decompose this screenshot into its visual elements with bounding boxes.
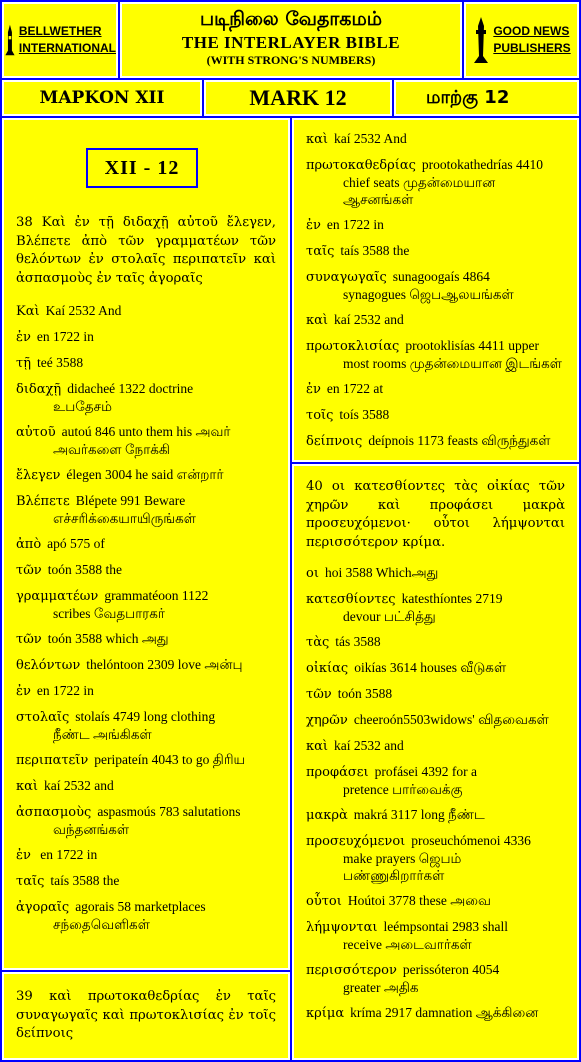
verse-40-entry bbox=[306, 892, 565, 910]
verse-38-entry bbox=[16, 751, 276, 769]
verse-39-entry bbox=[306, 406, 565, 424]
verse-40-entry bbox=[306, 961, 565, 996]
verse-39-entry bbox=[306, 242, 565, 260]
greek-word: πρωτοκαθεδρίας bbox=[306, 158, 416, 173]
transliteration-strongs-gloss: toón 3588 which அது bbox=[47, 631, 169, 647]
verse-40-entry bbox=[306, 711, 565, 729]
greek-word: τῶν bbox=[16, 632, 42, 648]
publisher-logo-right bbox=[464, 2, 579, 78]
transliteration-strongs-gloss: perissóteron 4054 bbox=[402, 962, 500, 978]
greek-word: μακρὰ bbox=[306, 808, 348, 824]
transliteration-strongs-gloss: agorais 58 marketplaces bbox=[75, 899, 206, 915]
transliteration-strongs-gloss: prootoklisías 4411 upper bbox=[405, 338, 540, 353]
gloss-continuation: எச்சரிக்கையாயிருங்கள் bbox=[53, 511, 196, 527]
verse-39-panel bbox=[292, 118, 579, 462]
verse-38-entry bbox=[16, 535, 276, 553]
gloss-continuation: most rooms முதன்மையான இடங்கள் bbox=[343, 356, 562, 371]
title-english: THE INTERLAYER BIBLE bbox=[181, 33, 401, 52]
transliteration-strongs-gloss: autoú 846 unto them his அவர் bbox=[61, 424, 231, 440]
transliteration-strongs-gloss: élegen 3004 he said என்றார் bbox=[66, 467, 224, 483]
verse-40-entry bbox=[306, 659, 565, 677]
verse-39-entry bbox=[306, 432, 565, 450]
gloss-continuation: சந்தைவெளிகள் bbox=[53, 917, 150, 933]
greek-word: περιπατεῖν bbox=[16, 753, 89, 769]
greek-word: οἰκίας bbox=[306, 661, 349, 677]
publisher-logo-left bbox=[2, 2, 118, 78]
verse-38-entry bbox=[16, 492, 276, 527]
gloss-continuation: அவர்களை நோக்கி bbox=[53, 442, 170, 458]
gloss-continuation: வந்தனங்கள் bbox=[53, 822, 130, 838]
verse-40-entry bbox=[306, 685, 565, 703]
gloss-continuation: pretence பார்வைக்கு bbox=[343, 782, 463, 798]
greek-word: κατεσθίοντες bbox=[306, 592, 396, 608]
verse-38-entry bbox=[16, 561, 276, 579]
verse-40-entries bbox=[306, 564, 565, 1022]
verse-38-entries bbox=[16, 302, 276, 933]
greek-word: διδαχῇ bbox=[16, 382, 62, 398]
greek-word: ἐν bbox=[306, 218, 321, 233]
verse-38-entry bbox=[16, 302, 276, 320]
transliteration-strongs-gloss: hoi 3588 Whichஅது bbox=[324, 565, 439, 581]
verse-40-entry bbox=[306, 832, 565, 884]
greek-word: ἀπὸ bbox=[16, 537, 42, 553]
transliteration-strongs-gloss: Hoútoi 3778 these அவை bbox=[347, 893, 491, 909]
publisher-name-left: BELLWETHER INTERNATIONAL bbox=[18, 24, 116, 55]
verse-38-panel bbox=[2, 118, 290, 970]
transliteration-strongs-gloss: profásei 4392 for a bbox=[374, 764, 477, 780]
greek-word: καὶ bbox=[306, 132, 329, 147]
greek-word: ἀγοραῖς bbox=[16, 900, 70, 916]
greek-word: ἀσπασμοὺς bbox=[16, 805, 92, 821]
transliteration-strongs-gloss: toón 3588 the bbox=[47, 562, 122, 578]
transliteration-strongs-gloss: oikías 3614 houses வீடுகள் bbox=[354, 660, 507, 676]
transliteration-strongs-gloss: en 1722 in bbox=[36, 683, 94, 699]
greek-word: αὐτοῦ bbox=[16, 425, 56, 441]
verse-40-greek: 40 οι κατεσθίοντες τὰς οἰκίας τῶν χηρῶν καὶ προφάσει μακρὰ προσευχόμενοι· οὗτοι λήμψονται περισσότερον κρίμα. bbox=[306, 479, 565, 550]
transliteration-strongs-gloss: deípnois 1173 feasts விருந்துகள் bbox=[368, 433, 551, 448]
greek-word: δείπνοις bbox=[306, 434, 363, 449]
greek-word: Βλέπετε bbox=[16, 494, 70, 510]
verse-39-entry bbox=[306, 311, 565, 329]
gloss-continuation: நீண்ட அங்கிகள் bbox=[53, 727, 152, 743]
verse-39-entry bbox=[306, 268, 565, 303]
greek-word: γραμματέων bbox=[16, 589, 99, 605]
greek-word: προσευχόμενοι bbox=[306, 834, 406, 850]
book-stand-icon bbox=[472, 16, 490, 64]
transliteration-strongs-gloss: toís 3588 bbox=[339, 407, 390, 422]
gloss-continuation: receive அடைவார்கள் bbox=[343, 937, 472, 953]
verse-40-entry bbox=[306, 763, 565, 798]
greek-word: πρωτοκλισίας bbox=[306, 339, 400, 354]
greek-word: στολαῖς bbox=[16, 710, 70, 726]
transliteration-strongs-gloss: teé 3588 bbox=[36, 355, 84, 371]
verse-40-entry bbox=[306, 564, 565, 582]
transliteration-strongs-gloss: makrá 3117 long நீண்ட bbox=[353, 807, 485, 823]
greek-word: οι bbox=[306, 566, 319, 582]
verse-39-greek: 39 καὶ πρωτοκαθεδρίας ἐν ταῖς συναγωγαῖς καὶ πρωτοκλισίας ἐν τοῖς δείπνοις bbox=[16, 989, 276, 1042]
greek-word: ταῖς bbox=[16, 874, 45, 890]
gloss-continuation: synagogues ஜெபஆலயங்கள் bbox=[343, 287, 514, 302]
gloss-continuation: chief seats முதன்மையான ஆசனங்கள் bbox=[343, 175, 496, 207]
book-title-english: MARK 12 bbox=[204, 80, 392, 116]
verse-40-entry bbox=[306, 1004, 565, 1022]
gloss-continuation: make prayers ஜெபம் பண்ணுகிறார்கள் bbox=[343, 851, 462, 884]
transliteration-strongs-gloss: en 1722 in bbox=[36, 329, 94, 345]
transliteration-strongs-gloss: didacheé 1322 doctrine bbox=[67, 381, 194, 397]
transliteration-strongs-gloss: tás 3588 bbox=[335, 634, 381, 650]
verse-38-entry bbox=[16, 872, 276, 890]
gloss-continuation: greater அதிக bbox=[343, 980, 419, 996]
verse-38-greek: 38 Καὶ ἐν τῇ διδαχῇ αὐτοῦ ἔλεγεν, Βλέπετε ἀπὸ τῶν γραμματέων τῶν θελόντων ἐν στολαῖς περιπατεῖν καὶ ἀσπασμοὺς ἐν ταῖς ἀγοραῖς bbox=[16, 215, 276, 286]
subtitle: (WITH STRONG'S NUMBERS) bbox=[206, 53, 376, 67]
verse-39-entry bbox=[306, 337, 565, 372]
gloss-continuation: devour பட்சித்து bbox=[343, 609, 436, 625]
verse-38-entry bbox=[16, 898, 276, 933]
verse-38-entry bbox=[16, 846, 276, 864]
gloss-continuation: scribes வேதபாரகர் bbox=[53, 606, 165, 622]
greek-word: καὶ bbox=[306, 313, 329, 328]
verse-38-entry bbox=[16, 630, 276, 648]
greek-word: τὰς bbox=[306, 635, 330, 651]
transliteration-strongs-gloss: grammatéoon 1122 bbox=[104, 588, 209, 604]
verse-38-entry bbox=[16, 656, 276, 674]
verse-40-entry bbox=[306, 590, 565, 625]
greek-word: ἐν bbox=[16, 684, 31, 700]
transliteration-strongs-gloss: aspasmoús 783 salutations bbox=[97, 804, 241, 820]
greek-word: ἔλεγεν bbox=[16, 468, 61, 484]
verse-39-entries bbox=[306, 130, 565, 450]
transliteration-strongs-gloss: prootokathedrías 4410 bbox=[421, 157, 544, 172]
verse-38-entry bbox=[16, 328, 276, 346]
greek-word: οὗτοι bbox=[306, 894, 342, 910]
greek-word: προφάσει bbox=[306, 765, 369, 781]
transliteration-strongs-gloss: katesthíontes 2719 bbox=[401, 591, 503, 607]
greek-word: ταῖς bbox=[306, 244, 335, 259]
gloss-continuation: உபதேசம் bbox=[53, 399, 113, 415]
transliteration-strongs-gloss: peripateín 4043 to go திரிய bbox=[94, 752, 246, 768]
verse-39-entry bbox=[306, 156, 565, 208]
verse-39-head-panel bbox=[2, 972, 290, 1060]
greek-word: λήμψονται bbox=[306, 920, 378, 936]
title-block bbox=[120, 2, 462, 78]
book-title-tamil: மாற்கு 12 bbox=[394, 80, 579, 116]
transliteration-strongs-gloss: en 1722 in bbox=[326, 217, 384, 232]
transliteration-strongs-gloss: en 1722 at bbox=[326, 381, 384, 396]
verse-40-entry bbox=[306, 737, 565, 755]
transliteration-strongs-gloss: stolaís 4749 long clothing bbox=[75, 709, 216, 725]
verse-38-entry bbox=[16, 587, 276, 622]
greek-word: τῇ bbox=[16, 356, 31, 372]
greek-word: ἐν bbox=[16, 330, 31, 346]
transliteration-strongs-gloss: apó 575 of bbox=[47, 536, 105, 552]
transliteration-strongs-gloss: toón 3588 bbox=[337, 686, 393, 702]
greek-word: ἐν bbox=[306, 382, 321, 397]
greek-word: τῶν bbox=[306, 687, 332, 703]
verse-39-entry bbox=[306, 130, 565, 148]
transliteration-strongs-gloss: thelóntoon 2309 love அன்பு bbox=[86, 657, 243, 673]
verse-39-entry bbox=[306, 380, 565, 398]
verse-40-entry bbox=[306, 633, 565, 651]
transliteration-strongs-gloss: proseuchómenoi 4336 bbox=[411, 833, 531, 849]
verse-38-entry bbox=[16, 777, 276, 795]
book-title-greek: ΜΑΡΚΟΝ XII bbox=[2, 80, 202, 116]
verse-38-entry bbox=[16, 682, 276, 700]
verse-38-entry bbox=[16, 708, 276, 743]
transliteration-strongs-gloss: taís 3588 the bbox=[50, 873, 120, 889]
chapter-label: XII - 12 bbox=[86, 148, 198, 188]
verse-38-entry bbox=[16, 354, 276, 372]
transliteration-strongs-gloss: kaí 2532 and bbox=[334, 312, 404, 327]
greek-word: χηρῶν bbox=[306, 713, 348, 729]
greek-word: κρίμα bbox=[306, 1006, 345, 1022]
verse-40-entry bbox=[306, 806, 565, 824]
title-tamil: படிநிலை வேதாகமம் bbox=[199, 8, 383, 30]
transliteration-strongs-gloss: kaí 2532 and bbox=[44, 778, 114, 794]
greek-word: ἐν bbox=[16, 848, 31, 864]
greek-word: καὶ bbox=[16, 779, 39, 795]
transliteration-strongs-gloss: Kaí 2532 And bbox=[45, 303, 122, 319]
verse-38-entry bbox=[16, 380, 276, 415]
verse-40-panel bbox=[292, 464, 579, 1060]
transliteration-strongs-gloss: sunagoogaís 4864 bbox=[392, 269, 490, 284]
transliteration-strongs-gloss: en 1722 in bbox=[36, 847, 98, 863]
greek-word: Καὶ bbox=[16, 304, 40, 320]
greek-word: τοῖς bbox=[306, 408, 334, 423]
greek-word: συναγωγαῖς bbox=[306, 270, 387, 285]
verse-38-entry bbox=[16, 803, 276, 838]
transliteration-strongs-gloss: kaí 2532 and bbox=[334, 738, 404, 754]
transliteration-strongs-gloss: taís 3588 the bbox=[340, 243, 410, 258]
greek-word: περισσότερον bbox=[306, 963, 397, 979]
transliteration-strongs-gloss: kaí 2532 And bbox=[334, 131, 407, 146]
transliteration-strongs-gloss: cheeroón5503widows' விதவைகள் bbox=[353, 712, 549, 728]
verse-38-entry bbox=[16, 466, 276, 484]
transliteration-strongs-gloss: kríma 2917 damnation ஆக்கினை bbox=[350, 1005, 539, 1021]
publisher-name-right: GOOD NEWS PUBLISHERS bbox=[493, 24, 571, 55]
greek-word: θελόντων bbox=[16, 658, 81, 674]
verse-38-entry bbox=[16, 423, 276, 458]
transliteration-strongs-gloss: leémpsontai 2983 shall bbox=[383, 919, 508, 935]
verse-39-entry bbox=[306, 216, 565, 234]
bell-tower-icon bbox=[4, 16, 16, 64]
greek-word: καὶ bbox=[306, 739, 329, 755]
transliteration-strongs-gloss: Blépete 991 Beware bbox=[75, 493, 186, 509]
greek-word: τῶν bbox=[16, 563, 42, 579]
verse-40-entry bbox=[306, 918, 565, 953]
